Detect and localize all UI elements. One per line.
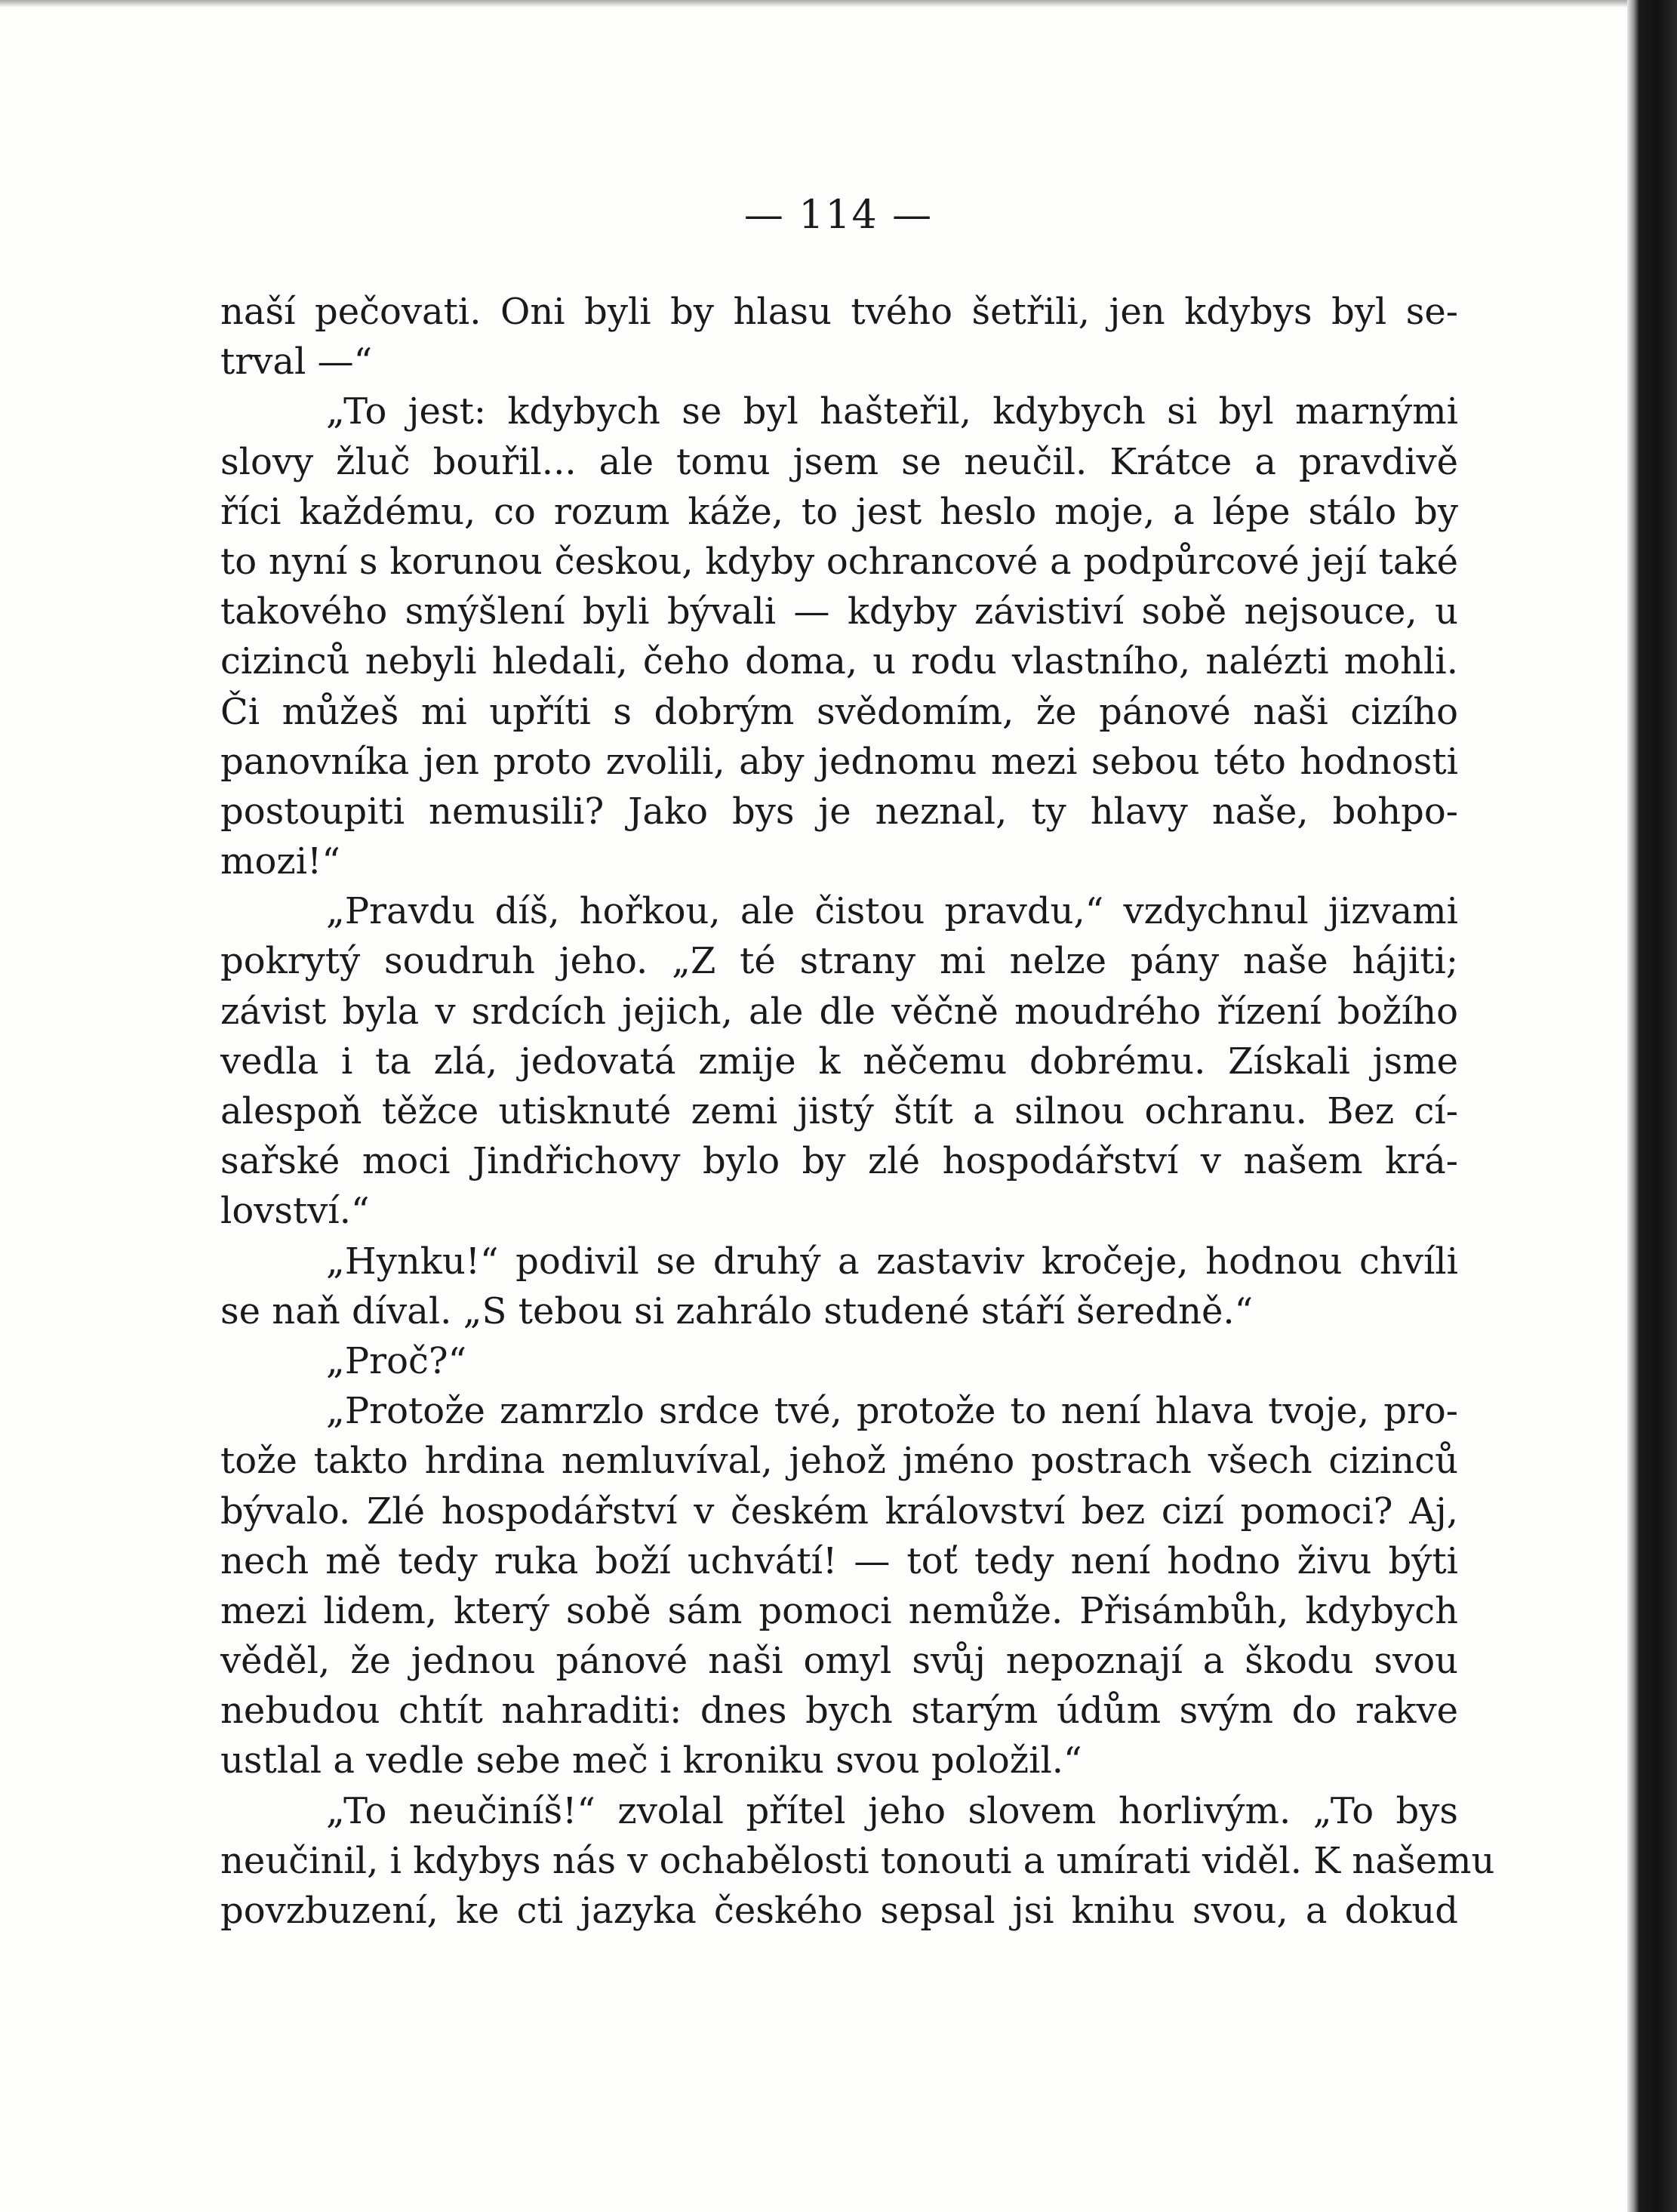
text-line: závist byla v srdcích jejich, ale dle věčně moudrého řízení božího bbox=[220, 990, 1458, 1033]
text-line: ustlal a vedle sebe meč i kroniku svou položil.“ bbox=[220, 1739, 1082, 1782]
text-line: „Protože zamrzlo srdce tvé, protože to není hlava tvoje, pro- bbox=[326, 1390, 1458, 1433]
text-line: trval —“ bbox=[220, 340, 373, 384]
body-text bbox=[220, 287, 1495, 1936]
text-line: tože takto hrdina nemluvíval, jehož jméno postrach všech cizinců bbox=[220, 1440, 1458, 1483]
text-line: alespoň těžce utisknuté zemi jistý štít a silnou ochranu. Bez cí- bbox=[220, 1090, 1458, 1132]
text-line: vedla i ta zlá, jedovatá zmije k něčemu dobrému. Získali jsme bbox=[220, 1040, 1458, 1083]
text-line: panovníka jen proto zvolili, aby jednomu mezi sebou této hodnosti bbox=[220, 740, 1458, 783]
text-line: neučinil, i kdybys nás v ochabělosti tonouti a umírati viděl. K našemu bbox=[220, 1839, 1495, 1882]
text-line: cizinců nebyli hledali, čeho doma, u rodu vlastního, nalézti mohli. bbox=[220, 640, 1458, 683]
scan-top-shadow bbox=[0, 0, 1677, 8]
text-line: „To jest: kdybych se byl hašteřil, kdybych si byl marnými bbox=[326, 390, 1458, 433]
text-line: naší pečovati. Oni byli by hlasu tvého šetřili, jen kdybys byl se- bbox=[220, 291, 1458, 333]
text-line: lovství.“ bbox=[220, 1190, 370, 1233]
text-line: říci každému, co rozum káže, to jest heslo moje, a lépe stálo by bbox=[220, 490, 1458, 533]
text-line: bývalo. Zlé hospodářství v českém království bez cizí pomoci? Aj, bbox=[220, 1490, 1458, 1533]
text-line: pokrytý soudruh jeho. „Z té strany mi nelze pány naše hájiti; bbox=[220, 940, 1458, 983]
text-line: to nyní s korunou českou, kdyby ochrancové a podpůrcové její také bbox=[220, 540, 1458, 583]
text-line: se naň díval. „S tebou si zahrálo studené stáří šeredně.“ bbox=[220, 1289, 1254, 1332]
text-line: povzbuzení, ke cti jazyka českého sepsal jsi knihu svou, a dokud bbox=[220, 1890, 1458, 1932]
text-line: nebudou chtít nahraditi: dnes bych starým údům svým do rakve bbox=[220, 1690, 1458, 1733]
text-line: sařské moci Jindřichovy bylo by zlé hospodářství v našem krá- bbox=[220, 1140, 1458, 1183]
text-line: mezi lidem, který sobě sám pomoci nemůže. Přisámbůh, kdybych bbox=[220, 1589, 1458, 1632]
text-line: mozi!“ bbox=[220, 840, 340, 883]
text-line: věděl, že jednou pánové naši omyl svůj nepoznají a škodu svou bbox=[220, 1640, 1458, 1683]
text-line: „To neučiníš!“ zvolal přítel jeho slovem horlivým. „To bys bbox=[326, 1789, 1458, 1832]
text-line: postoupiti nemusili? Jako bys je neznal, ty hlavy naše, bohpo- bbox=[220, 790, 1458, 833]
text-line: Či můžeš mi upříti s dobrým svědomím, že pánové naši cizího bbox=[220, 690, 1458, 733]
text-line: takového smýšlení byli bývali — kdyby závistiví sobě nejsouce, u bbox=[220, 590, 1458, 633]
text-line: „Hynku!“ podivil se druhý a zastaviv kročeje, hodnou chvíli bbox=[326, 1240, 1458, 1283]
text-line: „Proč?“ bbox=[326, 1339, 467, 1382]
scan-edge-border bbox=[1627, 0, 1677, 2212]
text-line: slovy žluč bouřil... ale tomu jsem se neučil. Krátce a pravdivě bbox=[220, 440, 1458, 483]
page-number: — 114 — bbox=[743, 193, 934, 238]
text-line: „Pravdu díš, hořkou, ale čistou pravdu,“ vzdychnul jizvami bbox=[326, 890, 1458, 933]
text-line: nech mě tedy ruka boží uchvátí! — toť tedy není hodno živu býti bbox=[220, 1539, 1458, 1582]
